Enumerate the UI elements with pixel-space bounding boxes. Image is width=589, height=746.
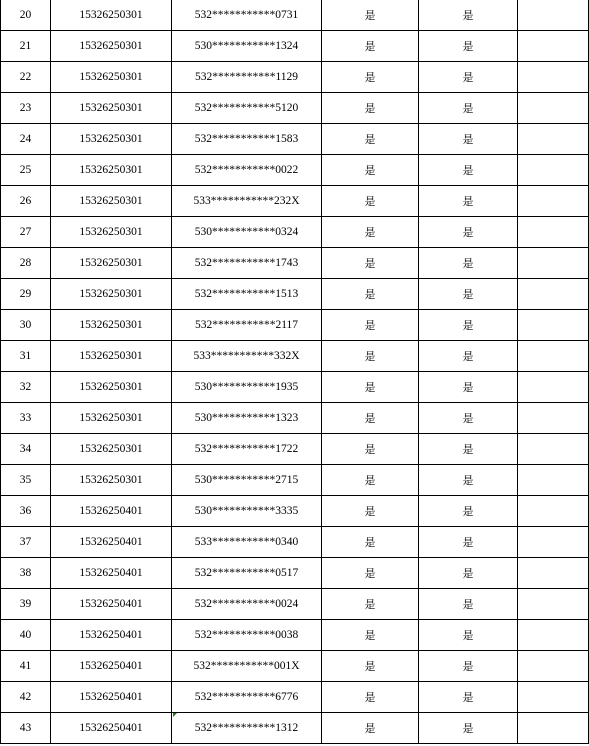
cell-row-number[interactable]: 21 xyxy=(1,31,51,62)
cell-class-code[interactable]: 15326250301 xyxy=(51,310,172,341)
cell-yes-flag-2[interactable]: 是 xyxy=(419,589,518,620)
table-row xyxy=(1,279,589,310)
table-row xyxy=(1,372,589,403)
cell-yes-flag-1[interactable]: 是 xyxy=(322,372,419,403)
cell-yes-flag-2[interactable]: 是 xyxy=(419,372,518,403)
cell-id-number[interactable]: 533***********0340 xyxy=(172,527,322,558)
cell-id-number[interactable]: 532***********6776 xyxy=(172,682,322,713)
table-row xyxy=(1,620,589,651)
cell-yes-flag-2[interactable]: 是 xyxy=(419,0,518,31)
cell-id-number[interactable]: 532***********0731 xyxy=(172,0,322,31)
cell-yes-flag-1[interactable]: 是 xyxy=(322,341,419,372)
cell-empty[interactable] xyxy=(518,527,589,558)
cell-empty[interactable] xyxy=(518,186,589,217)
cell-yes-flag-2[interactable]: 是 xyxy=(419,403,518,434)
table-row xyxy=(1,496,589,527)
cell-yes-flag-1[interactable]: 是 xyxy=(322,0,419,31)
cell-yes-flag-2[interactable]: 是 xyxy=(419,527,518,558)
cell-class-code[interactable]: 15326250401 xyxy=(51,713,172,744)
cell-row-number[interactable]: 34 xyxy=(1,434,51,465)
cell-yes-flag-2[interactable]: 是 xyxy=(419,620,518,651)
cell-id-number[interactable]: 532***********0038 xyxy=(172,620,322,651)
cell-empty[interactable] xyxy=(518,124,589,155)
cell-class-code[interactable]: 15326250301 xyxy=(51,403,172,434)
cell-yes-flag-2[interactable]: 是 xyxy=(419,217,518,248)
table-row xyxy=(1,682,589,713)
table-row xyxy=(1,589,589,620)
cell-yes-flag-1[interactable]: 是 xyxy=(322,93,419,124)
cell-id-number[interactable]: 530***********1935 xyxy=(172,372,322,403)
cell-yes-flag-2[interactable]: 是 xyxy=(419,124,518,155)
cell-class-code[interactable]: 15326250401 xyxy=(51,651,172,682)
cell-yes-flag-2[interactable]: 是 xyxy=(419,434,518,465)
cell-class-code[interactable]: 15326250301 xyxy=(51,465,172,496)
cell-id-number[interactable]: 532***********0517 xyxy=(172,558,322,589)
cell-class-code[interactable]: 15326250301 xyxy=(51,93,172,124)
cell-class-code[interactable]: 15326250401 xyxy=(51,682,172,713)
cell-yes-flag-2[interactable]: 是 xyxy=(419,93,518,124)
table-row xyxy=(1,403,589,434)
table-body xyxy=(1,0,589,744)
cell-yes-flag-1[interactable]: 是 xyxy=(322,62,419,93)
cell-yes-flag-2[interactable]: 是 xyxy=(419,62,518,93)
cell-id-number[interactable]: 532***********001X xyxy=(172,651,322,682)
cell-row-number[interactable]: 29 xyxy=(1,279,51,310)
cell-row-number[interactable]: 26 xyxy=(1,186,51,217)
cell-yes-flag-2[interactable]: 是 xyxy=(419,651,518,682)
cell-empty[interactable] xyxy=(518,434,589,465)
cell-class-code[interactable]: 15326250301 xyxy=(51,31,172,62)
table-row xyxy=(1,93,589,124)
cell-row-number[interactable]: 23 xyxy=(1,93,51,124)
cell-yes-flag-1[interactable]: 是 xyxy=(322,713,419,744)
cell-empty[interactable] xyxy=(518,248,589,279)
cell-row-number[interactable]: 24 xyxy=(1,124,51,155)
cell-id-number[interactable]: 532***********5120 xyxy=(172,93,322,124)
cell-row-number[interactable]: 25 xyxy=(1,155,51,186)
cell-row-number[interactable]: 40 xyxy=(1,620,51,651)
cell-empty[interactable] xyxy=(518,713,589,744)
cell-class-code[interactable]: 15326250401 xyxy=(51,527,172,558)
cell-yes-flag-1[interactable]: 是 xyxy=(322,527,419,558)
cell-comment-marker xyxy=(173,713,177,717)
cell-row-number[interactable]: 31 xyxy=(1,341,51,372)
cell-id-number[interactable]: 530***********1323 xyxy=(172,403,322,434)
cell-row-number[interactable]: 28 xyxy=(1,248,51,279)
cell-class-code[interactable]: 15326250301 xyxy=(51,434,172,465)
cell-empty[interactable] xyxy=(518,651,589,682)
cell-id-number[interactable]: 532***********1312 xyxy=(172,713,322,744)
cell-class-code[interactable]: 15326250301 xyxy=(51,372,172,403)
cell-empty[interactable] xyxy=(518,217,589,248)
cell-yes-flag-2[interactable]: 是 xyxy=(419,682,518,713)
cell-id-number[interactable]: 532***********1513 xyxy=(172,279,322,310)
cell-yes-flag-1[interactable]: 是 xyxy=(322,186,419,217)
cell-yes-flag-1[interactable]: 是 xyxy=(322,434,419,465)
cell-empty[interactable] xyxy=(518,403,589,434)
cell-yes-flag-2[interactable]: 是 xyxy=(419,186,518,217)
cell-empty[interactable] xyxy=(518,93,589,124)
cell-yes-flag-1[interactable]: 是 xyxy=(322,465,419,496)
cell-class-code[interactable]: 15326250401 xyxy=(51,496,172,527)
table-row xyxy=(1,124,589,155)
table-row xyxy=(1,186,589,217)
cell-yes-flag-1[interactable]: 是 xyxy=(322,279,419,310)
table-row xyxy=(1,341,589,372)
cell-id-number[interactable]: 532***********1583 xyxy=(172,124,322,155)
cell-yes-flag-1[interactable]: 是 xyxy=(322,155,419,186)
cell-empty[interactable] xyxy=(518,0,589,31)
cell-yes-flag-1[interactable]: 是 xyxy=(322,217,419,248)
table-row xyxy=(1,0,589,31)
cell-empty[interactable] xyxy=(518,589,589,620)
cell-id-number[interactable]: 532***********1722 xyxy=(172,434,322,465)
cell-row-number[interactable]: 36 xyxy=(1,496,51,527)
cell-class-code[interactable]: 15326250301 xyxy=(51,279,172,310)
cell-class-code[interactable]: 15326250301 xyxy=(51,217,172,248)
cell-empty[interactable] xyxy=(518,496,589,527)
cell-yes-flag-1[interactable]: 是 xyxy=(322,620,419,651)
cell-empty[interactable] xyxy=(518,620,589,651)
table-row xyxy=(1,31,589,62)
cell-yes-flag-1[interactable]: 是 xyxy=(322,496,419,527)
cell-row-number[interactable]: 20 xyxy=(1,0,51,31)
cell-empty[interactable] xyxy=(518,279,589,310)
cell-class-code[interactable]: 15326250301 xyxy=(51,155,172,186)
cell-row-number[interactable]: 38 xyxy=(1,558,51,589)
cell-yes-flag-1[interactable]: 是 xyxy=(322,124,419,155)
cell-row-number[interactable]: 43 xyxy=(1,713,51,744)
table-row xyxy=(1,248,589,279)
cell-class-code[interactable]: 15326250301 xyxy=(51,0,172,31)
cell-row-number[interactable]: 41 xyxy=(1,651,51,682)
table-row xyxy=(1,217,589,248)
cell-empty[interactable] xyxy=(518,31,589,62)
cell-yes-flag-1[interactable]: 是 xyxy=(322,651,419,682)
cell-id-number[interactable]: 532***********1129 xyxy=(172,62,322,93)
cell-yes-flag-1[interactable]: 是 xyxy=(322,248,419,279)
cell-class-code[interactable]: 15326250301 xyxy=(51,62,172,93)
table-row xyxy=(1,465,589,496)
cell-yes-flag-2[interactable]: 是 xyxy=(419,465,518,496)
cell-class-code[interactable]: 15326250401 xyxy=(51,620,172,651)
cell-yes-flag-2[interactable]: 是 xyxy=(419,713,518,744)
cell-id-number[interactable]: 533***********332X xyxy=(172,341,322,372)
cell-class-code[interactable]: 15326250301 xyxy=(51,248,172,279)
table-row xyxy=(1,434,589,465)
cell-yes-flag-2[interactable]: 是 xyxy=(419,496,518,527)
cell-empty[interactable] xyxy=(518,310,589,341)
cell-yes-flag-2[interactable]: 是 xyxy=(419,155,518,186)
table-row xyxy=(1,527,589,558)
cell-row-number[interactable]: 33 xyxy=(1,403,51,434)
cell-class-code[interactable]: 15326250301 xyxy=(51,186,172,217)
cell-yes-flag-1[interactable]: 是 xyxy=(322,310,419,341)
cell-row-number[interactable]: 35 xyxy=(1,465,51,496)
cell-id-number[interactable]: 532***********0022 xyxy=(172,155,322,186)
cell-yes-flag-2[interactable]: 是 xyxy=(419,310,518,341)
cell-id-number[interactable]: 530***********1324 xyxy=(172,31,322,62)
cell-row-number[interactable]: 32 xyxy=(1,372,51,403)
cell-yes-flag-2[interactable]: 是 xyxy=(419,279,518,310)
cell-row-number[interactable]: 27 xyxy=(1,217,51,248)
cell-yes-flag-2[interactable]: 是 xyxy=(419,341,518,372)
cell-yes-flag-2[interactable]: 是 xyxy=(419,558,518,589)
table-row xyxy=(1,155,589,186)
table-row xyxy=(1,62,589,93)
cell-row-number[interactable]: 30 xyxy=(1,310,51,341)
cell-yes-flag-2[interactable]: 是 xyxy=(419,248,518,279)
cell-class-code[interactable]: 15326250401 xyxy=(51,589,172,620)
cell-class-code[interactable]: 15326250401 xyxy=(51,558,172,589)
cell-class-code[interactable]: 15326250301 xyxy=(51,124,172,155)
table-row xyxy=(1,310,589,341)
cell-row-number[interactable]: 22 xyxy=(1,62,51,93)
cell-id-number[interactable]: 532***********1743 xyxy=(172,248,322,279)
cell-id-number[interactable]: 530***********3335 xyxy=(172,496,322,527)
cell-yes-flag-1[interactable]: 是 xyxy=(322,31,419,62)
cell-id-number[interactable]: 533***********232X xyxy=(172,186,322,217)
cell-empty[interactable] xyxy=(518,341,589,372)
cell-id-number[interactable]: 530***********2715 xyxy=(172,465,322,496)
table-row xyxy=(1,558,589,589)
table-row xyxy=(1,713,589,744)
cell-empty[interactable] xyxy=(518,372,589,403)
cell-row-number[interactable]: 42 xyxy=(1,682,51,713)
cell-yes-flag-1[interactable]: 是 xyxy=(322,403,419,434)
cell-yes-flag-1[interactable]: 是 xyxy=(322,589,419,620)
cell-id-number[interactable]: 532***********0024 xyxy=(172,589,322,620)
cell-yes-flag-2[interactable]: 是 xyxy=(419,31,518,62)
cell-empty[interactable] xyxy=(518,62,589,93)
cell-empty[interactable] xyxy=(518,558,589,589)
cell-yes-flag-1[interactable]: 是 xyxy=(322,682,419,713)
cell-row-number[interactable]: 37 xyxy=(1,527,51,558)
cell-empty[interactable] xyxy=(518,465,589,496)
cell-id-number[interactable]: 530***********0324 xyxy=(172,217,322,248)
cell-empty[interactable] xyxy=(518,155,589,186)
table-row xyxy=(1,651,589,682)
cell-class-code[interactable]: 15326250301 xyxy=(51,341,172,372)
cell-yes-flag-1[interactable]: 是 xyxy=(322,558,419,589)
cell-row-number[interactable]: 39 xyxy=(1,589,51,620)
cell-empty[interactable] xyxy=(518,682,589,713)
cell-id-number[interactable]: 532***********2117 xyxy=(172,310,322,341)
